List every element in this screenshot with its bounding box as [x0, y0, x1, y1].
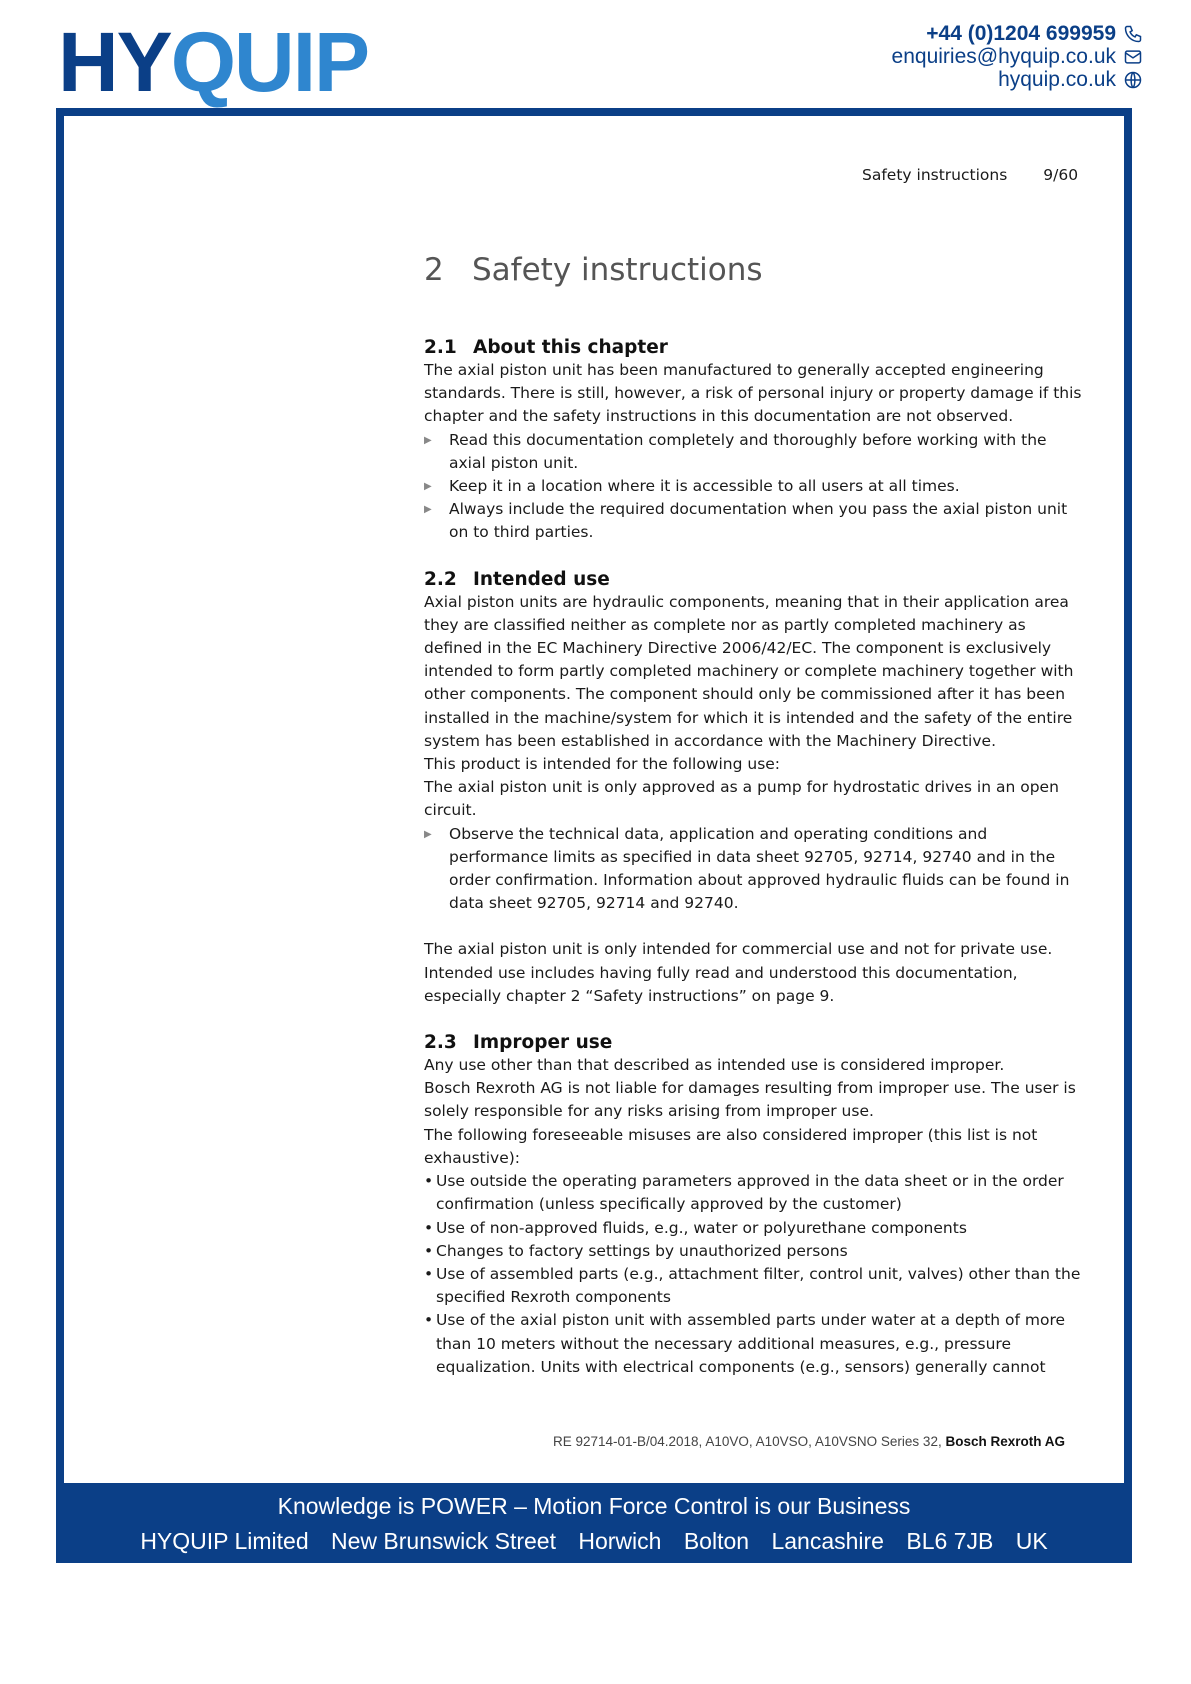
main-content: [424, 252, 1084, 1379]
chapter-heading: [424, 252, 1084, 336]
hyquip-logo: [58, 15, 369, 109]
arrow-list: [424, 429, 1084, 545]
document-footer: [553, 1434, 1065, 1449]
phone-row[interactable]: [892, 22, 1143, 45]
document-reference: RE 92714-01-B/04.2018, A10VO, A10VSO, A10VSNO Series 32,: [552, 1434, 942, 1449]
section-number: 2.2: [424, 568, 457, 590]
list-item: ▶ Observe the technical data, application and operating conditions and performance limits as specified in data sheet 92705, 92714, 92740 and in the order confirmation. Information about approved hydraulic fluids can be found in data sheet 92705, 92714 and 92740.: [424, 823, 1084, 916]
bullet-list: [424, 1170, 1084, 1379]
email-address[interactable]: enquiries@hyquip.co.uk: [891, 45, 1116, 68]
address-part: UK: [1015, 1528, 1048, 1554]
footer-band: [56, 1483, 1132, 1563]
email-row[interactable]: [892, 45, 1143, 68]
running-head-title: Safety instructions: [862, 166, 1008, 184]
chapter-number: 2: [424, 252, 444, 288]
list-item: • Use of the axial piston unit with assembled parts under water at a depth of more than 10 meters without the necessary additional measures, e.g., pressure equalization. Units with electrical components (e.g., sensors) generally cannot: [424, 1309, 1084, 1379]
phone-number[interactable]: +44 (0)1204 699959: [926, 22, 1116, 45]
paragraph: This product is intended for the following use:: [424, 755, 781, 774]
address-part: HYQUIP Limited: [140, 1528, 309, 1554]
section-title: About this chapter: [473, 337, 668, 358]
address-part: New Brunswick Street: [331, 1528, 556, 1554]
paragraph: Bosch Rexroth AG is not liable for damages resulting from improper use. The user is solely responsible for any risks arising from improper use.: [424, 1079, 1076, 1121]
section-heading: [424, 336, 1084, 359]
address-part: Horwich: [578, 1528, 662, 1554]
list-item: ▶ Keep it in a location where it is accessible to all users at all times.: [424, 475, 1084, 498]
address-part: BL6 7JB: [906, 1528, 994, 1554]
section-title: Intended use: [473, 568, 610, 590]
address-part: Lancashire: [771, 1528, 884, 1554]
footer-slogan: Knowledge is POWER – Motion Force Control is our Business: [277, 1493, 911, 1519]
website-row[interactable]: [892, 68, 1143, 91]
logo-hy: HY: [58, 15, 171, 109]
list-item: • Use outside the operating parameters approved in the data sheet or in the order confirmation (unless specifically approved by the customer): [424, 1170, 1084, 1216]
section-heading: [424, 1031, 1084, 1054]
list-item: ▶ Read this documentation completely and thoroughly before working with the axial piston unit.: [424, 429, 1084, 475]
globe-icon: [1123, 70, 1143, 90]
section-title: Improper use: [473, 1032, 613, 1054]
footer-address: [56, 1528, 1132, 1555]
list-item: • Use of non-approved fluids, e.g., water or polyurethane components: [424, 1217, 1084, 1240]
list-item: • Changes to factory settings by unauthorized persons: [424, 1240, 1084, 1263]
paragraph: The following foreseeable misuses are also considered improper (this list is not exhaustive):: [424, 1125, 1038, 1167]
section-number: 2.1: [424, 337, 457, 358]
logo-quip: QUIP: [170, 15, 369, 109]
address-part: Bolton: [683, 1528, 750, 1554]
contact-block: [892, 22, 1143, 91]
page-number: 9/60: [1043, 166, 1079, 184]
website-link[interactable]: hyquip.co.uk: [998, 68, 1116, 91]
list-item: ▶ Always include the required documentation when you pass the axial piston unit on to third parties.: [424, 498, 1084, 544]
section-number: 2.3: [424, 1032, 457, 1054]
phone-icon: [1123, 24, 1143, 44]
paragraph: The axial piston unit has been manufactured to generally accepted engineering standards. There is still, however, a risk of personal injury or property damage if this chapter and the safety instructions in this documentation are not observed.: [424, 361, 1082, 426]
paragraph: Axial piston units are hydraulic components, meaning that in their application area they are classified neither as complete nor as partly completed machinery as defined in the EC Machinery Directive 2006/42/EC. The component is exclusively intended to form partly completed machinery or complete machinery together with other components. The component should only be commissioned after it has been installed in the machine/system for which it is intended and the safety of the entire system has been established in accordance with the Machinery Directive.: [424, 592, 1074, 750]
paragraph: The axial piston unit is only approved as a pump for hydrostatic drives in an open circuit.: [424, 778, 1059, 820]
paragraph: Any use other than that described as intended use is considered improper.: [424, 1056, 1005, 1075]
chapter-title: Safety instructions: [472, 252, 763, 288]
list-item: • Use of assembled parts (e.g., attachment filter, control unit, valves) other than the specified Rexroth components: [424, 1263, 1084, 1309]
company-name: Bosch Rexroth AG: [945, 1434, 1065, 1449]
arrow-list: [424, 823, 1084, 916]
running-head: [862, 166, 1078, 184]
mail-icon: [1123, 47, 1143, 67]
section-heading: [424, 568, 1084, 591]
paragraph: The axial piston unit is only intended for commercial use and not for private use. Intended use includes having fully read and understood this documentation, especially chapter 2 “Safety instructions” on page 9.: [424, 940, 1053, 1005]
